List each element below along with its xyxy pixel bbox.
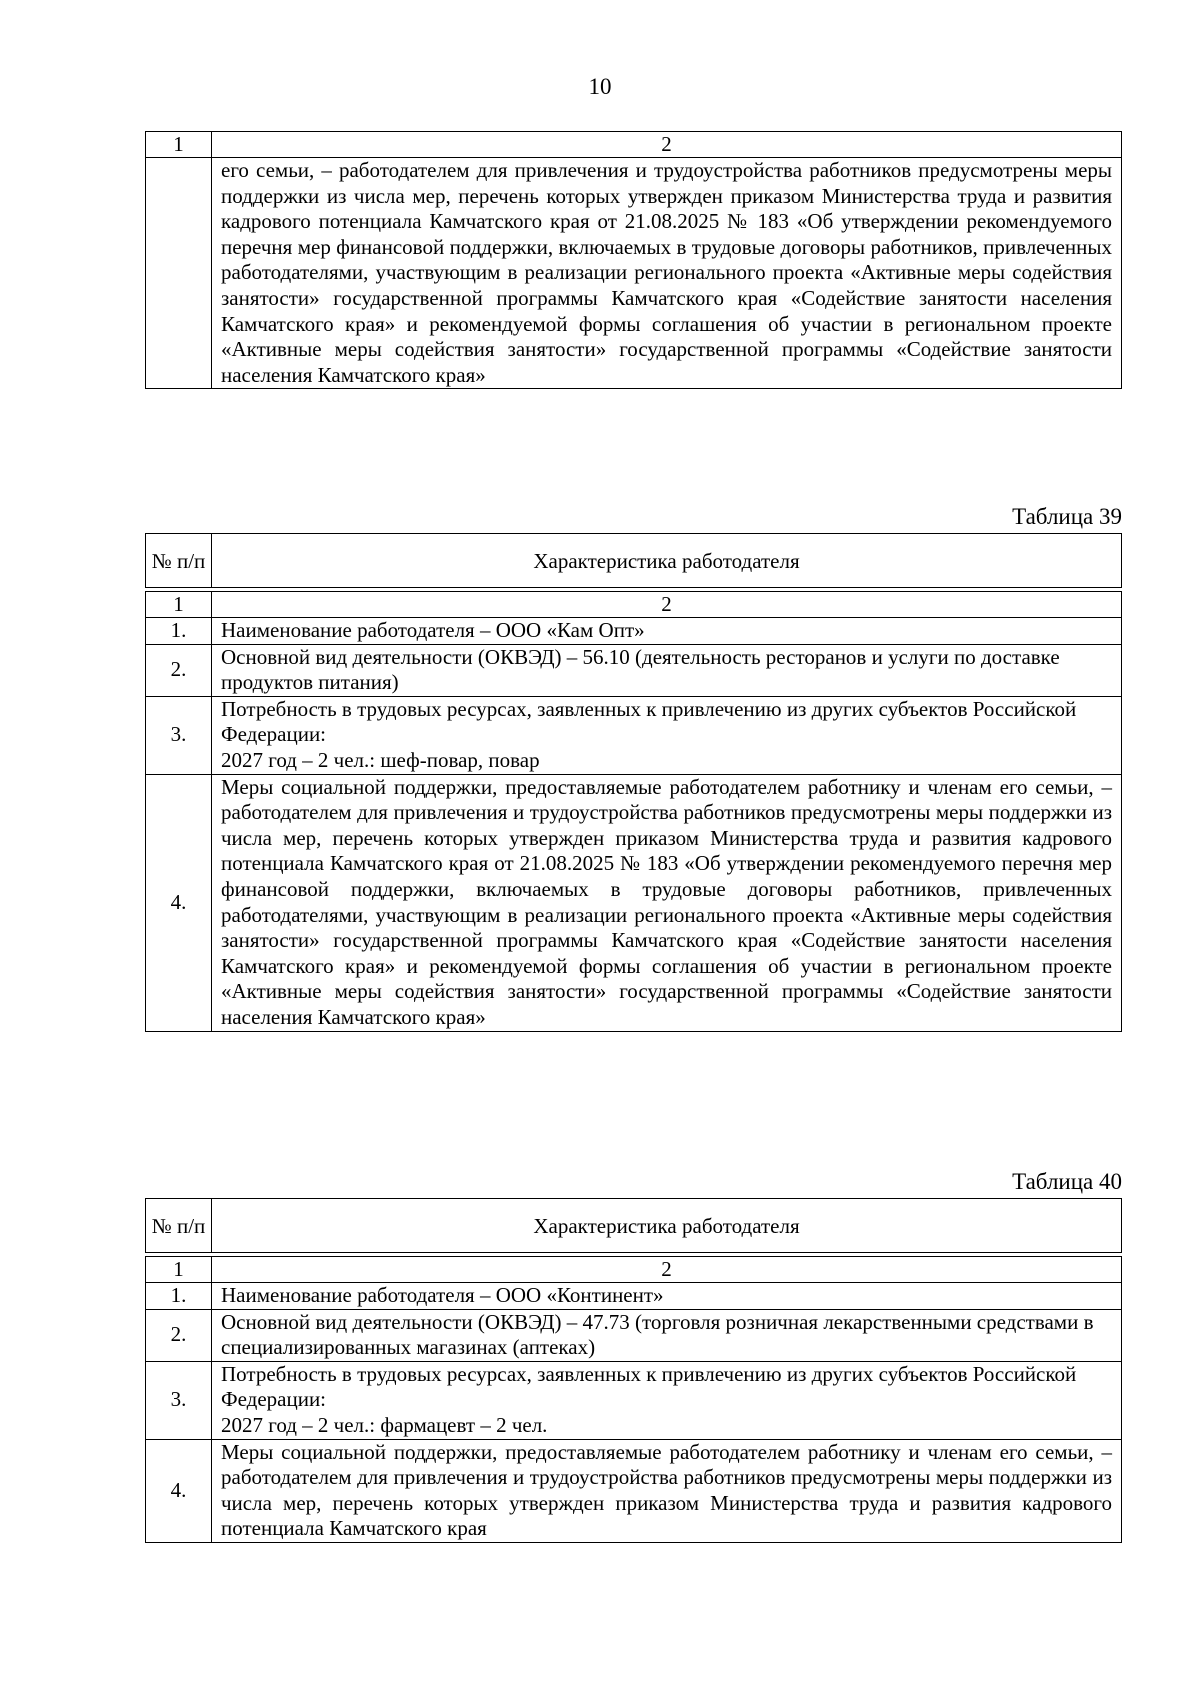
table-row: [146, 618, 1122, 645]
header-number: № п/п: [146, 534, 212, 588]
header-number: № п/п: [146, 1199, 212, 1253]
page-number: 10: [588, 74, 612, 99]
column-index-row: [146, 1257, 1122, 1283]
row-text-line: 2027 год – 2 чел.: шеф-повар, повар: [221, 747, 540, 772]
row-text: Меры социальной поддержки, предоставляемые работодателем работнику и членам его семьи, – работодателем для привлечения и трудоустройства работников предусмотрены меры поддержки из числа мер, перечень которых утвержден приказом Министерства труда и развития кадрового потенциала Камчатского края от 21.08.2025 № 183 «Об утверждении рекомендуемого перечня мер финансовой поддержки, включаемых в трудовые договоры работников, привлеченных работодателями, участвующим в реализации регионального проекта «Активные меры содействия занятости» государственной программы Камчатского края «Содействие занятости населения Камчатского края» и рекомендуемой формы соглашения об участии в региональном проекте «Активные меры содействия занятости» государственной программы «Содействие занятости населения Камчатского края»: [212, 774, 1122, 1031]
row-text: [212, 696, 1122, 774]
row-text-line: Потребность в трудовых ресурсах, заявленных к привлечению из других субъектов Российской Федерации:: [221, 1361, 1077, 1412]
column-index-2: 2: [212, 1257, 1122, 1283]
row-text: Наименование работодателя – ООО «Кам Опт»: [212, 618, 1122, 645]
header-row: [146, 1199, 1122, 1253]
column-index-row: [146, 592, 1122, 618]
table-row: [146, 774, 1122, 1031]
table-40: [145, 1198, 1122, 1543]
header-characteristic: Характеристика работодателя: [212, 534, 1122, 588]
row-text-line: 2027 год – 2 чел.: фармацевт – 2 чел.: [221, 1412, 548, 1437]
column-index-1: 1: [146, 592, 212, 618]
column-index-2: 2: [212, 132, 1122, 158]
column-index-1: 1: [146, 1257, 212, 1283]
row-text: Основной вид деятельности (ОКВЭД) – 56.10 (деятельность ресторанов и услуги по доставке продуктов питания): [212, 644, 1122, 696]
row-number: 2.: [146, 1309, 212, 1361]
table-row: [146, 644, 1122, 696]
table-40-caption: Таблица 40: [1012, 1169, 1122, 1194]
continuation-table: [145, 131, 1122, 389]
table-row: [146, 158, 1122, 389]
row-number: [146, 158, 212, 389]
row-number: 3.: [146, 1361, 212, 1439]
row-number: 4.: [146, 1439, 212, 1542]
table-row: [146, 696, 1122, 774]
table-39: [145, 533, 1122, 1032]
row-text-line: Потребность в трудовых ресурсах, заявленных к привлечению из других субъектов Российской Федерации:: [221, 696, 1077, 747]
column-index-2: 2: [212, 592, 1122, 618]
table-row: [146, 1309, 1122, 1361]
row-text: Наименование работодателя – ООО «Континент»: [212, 1283, 1122, 1310]
row-text: его семьи, – работодателем для привлечения и трудоустройства работников предусмотрены меры поддержки из числа мер, перечень которых утвержден приказом Министерства труда и развития кадрового потенциала Камчатского края от 21.08.2025 № 183 «Об утверждении рекомендуемого перечня мер финансовой поддержки, включаемых в трудовые договоры работников, привлеченных работодателями, участвующим в реализации регионального проекта «Активные меры содействия занятости» государственной программы Камчатского края «Содействие занятости населения Камчатского края» и рекомендуемой формы соглашения об участии в региональном проекте «Активные меры содействия занятости» государственной программы «Содействие занятости населения Камчатского края»: [212, 158, 1122, 389]
row-number: 3.: [146, 696, 212, 774]
row-text: [212, 1361, 1122, 1439]
row-number: 4.: [146, 774, 212, 1031]
row-text: Меры социальной поддержки, предоставляемые работодателем работнику и членам его семьи, – работодателем для привлечения и трудоустройства работников предусмотрены меры поддержки из числа мер, перечень которых утвержден приказом Министерства труда и развития кадрового потенциала Камчатского края: [212, 1439, 1122, 1542]
header-row: [146, 534, 1122, 588]
row-number: 1.: [146, 1283, 212, 1310]
row-number: 1.: [146, 618, 212, 645]
row-number: 2.: [146, 644, 212, 696]
table-39-caption: Таблица 39: [1012, 504, 1122, 529]
table-row: [146, 1283, 1122, 1310]
column-index-row: [146, 132, 1122, 158]
column-index-1: 1: [146, 132, 212, 158]
row-text: Основной вид деятельности (ОКВЭД) – 47.73 (торговля розничная лекарственными средствами в специализированных магазинах (аптеках): [212, 1309, 1122, 1361]
table-row: [146, 1361, 1122, 1439]
table-row: [146, 1439, 1122, 1542]
header-characteristic: Характеристика работодателя: [212, 1199, 1122, 1253]
